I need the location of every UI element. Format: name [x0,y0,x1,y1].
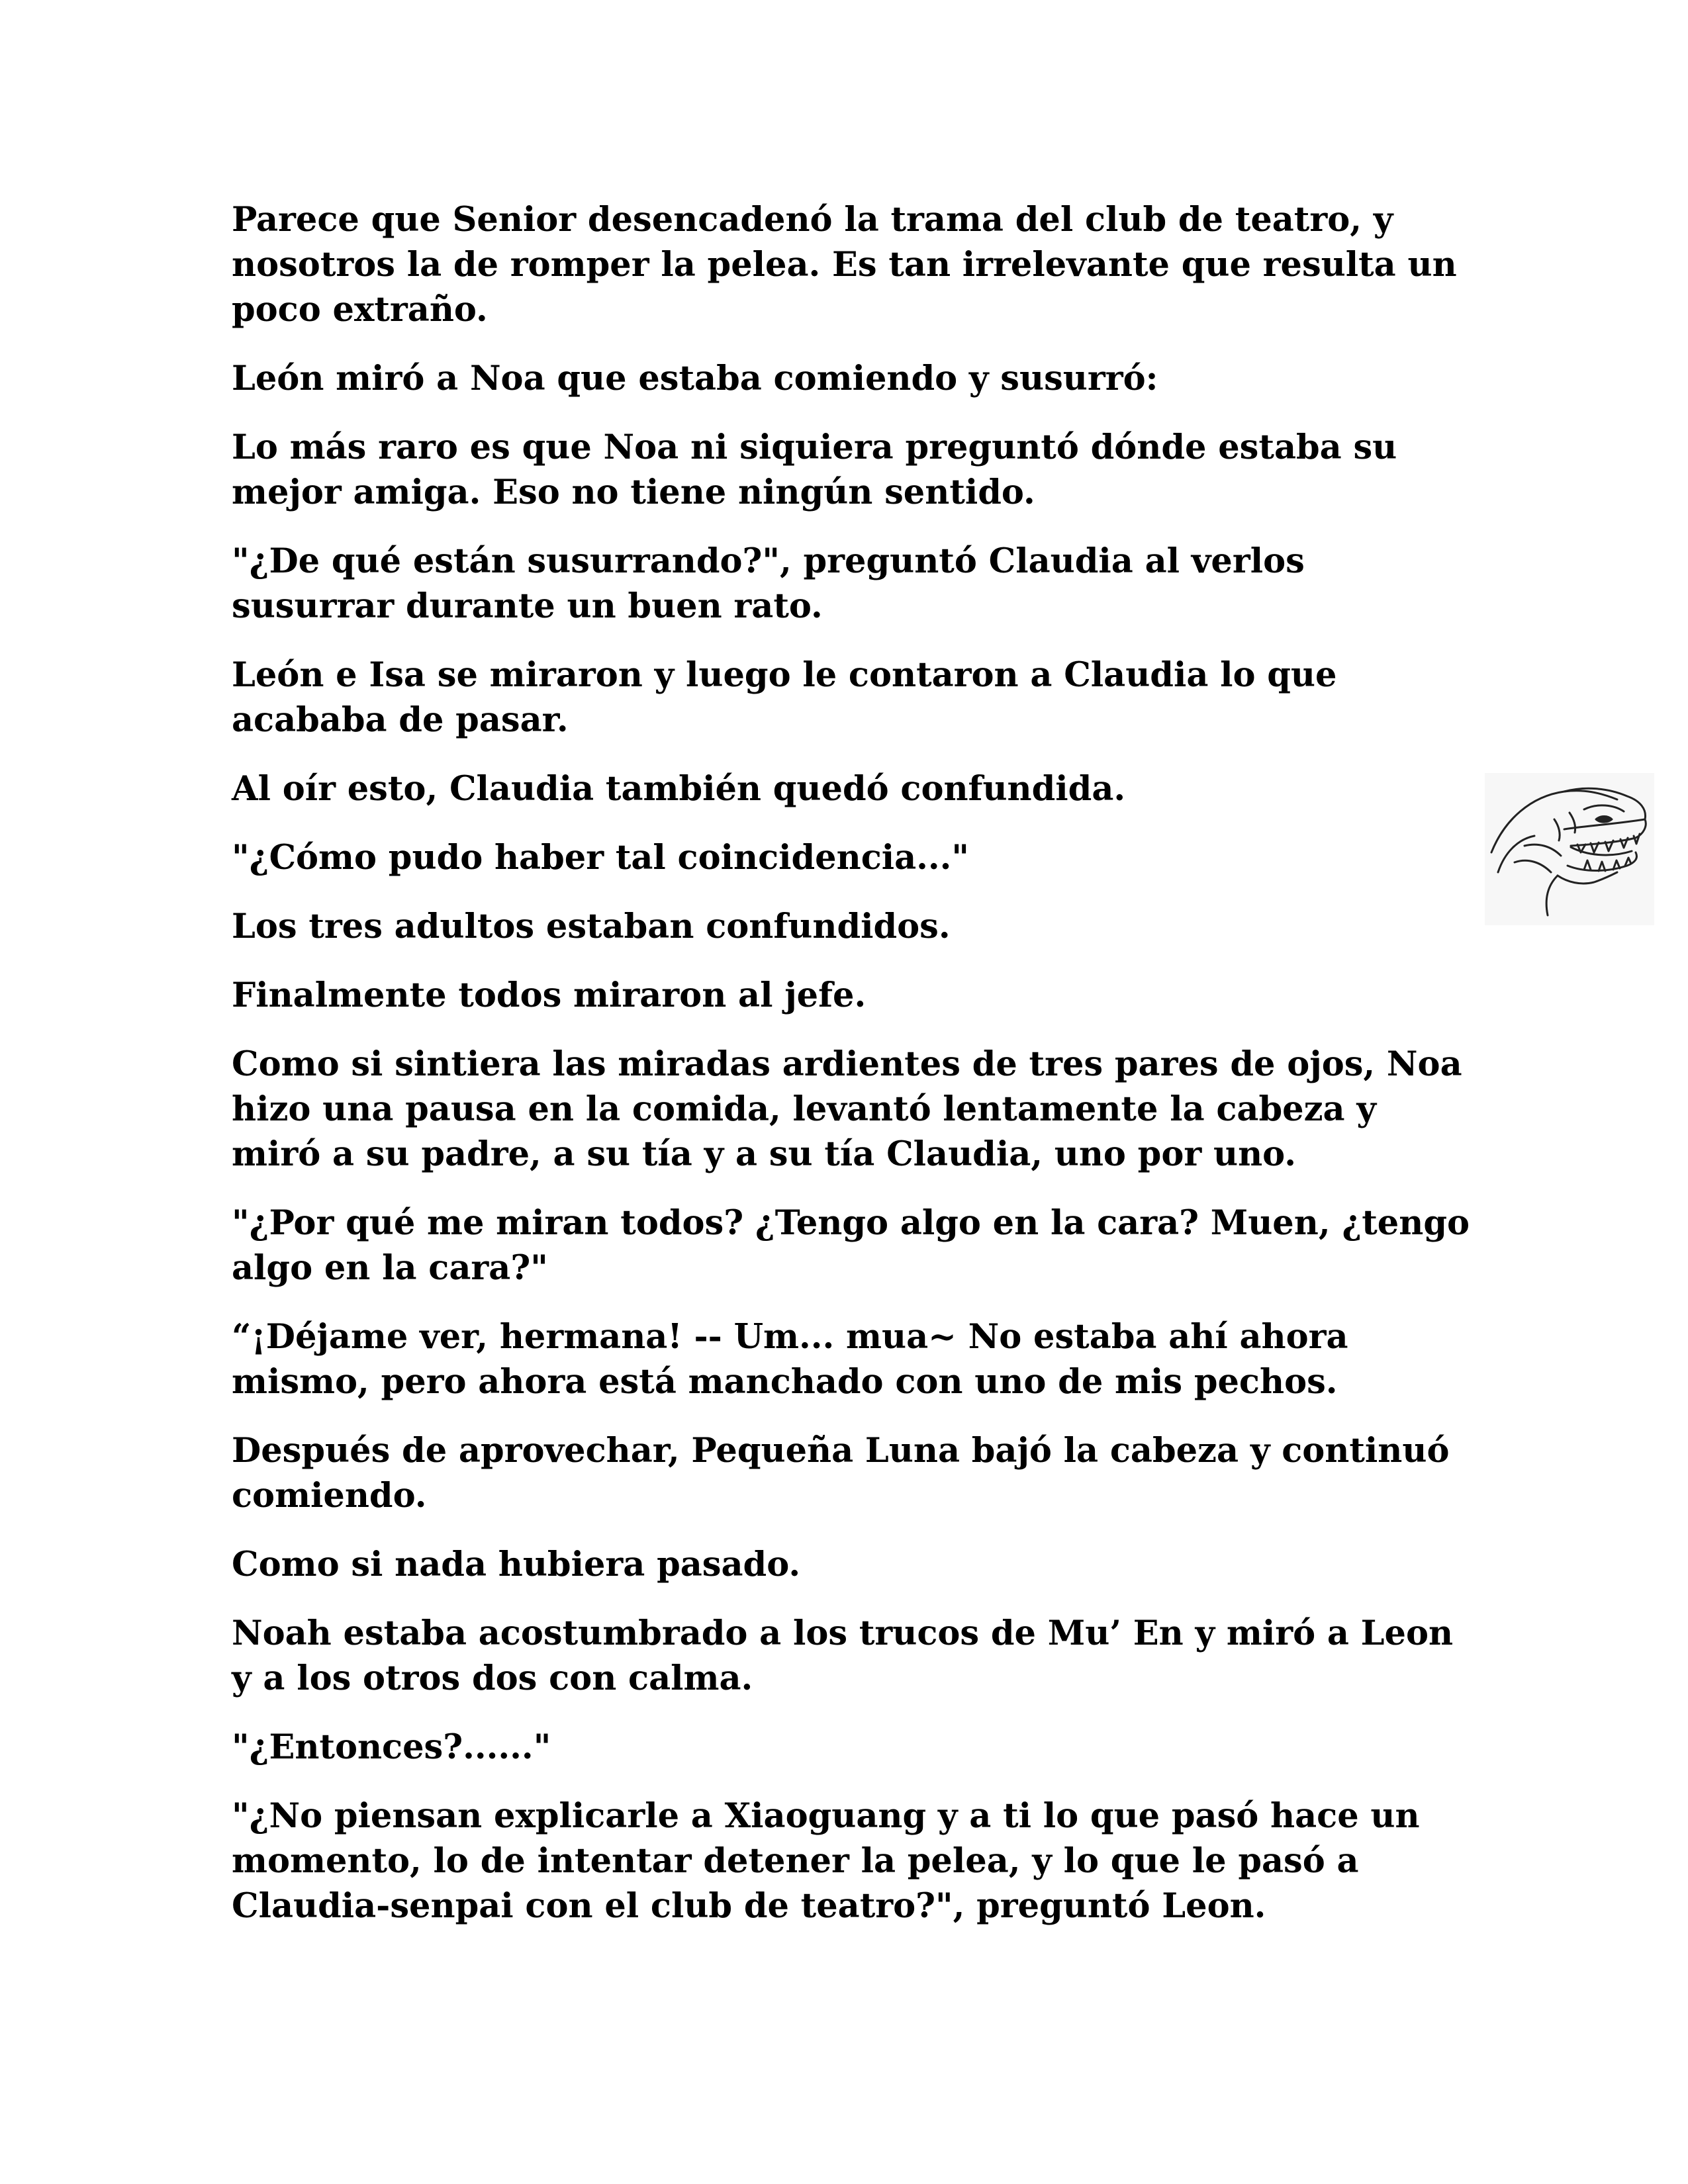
paragraph: Finalmente todos miraron al jefe. [232,976,867,1015]
paragraph: Como si sintiera las miradas ardientes de tres pares de ojos, Noa hizo una pausa en la comida, levantó lentamente la cabeza y miró a su padre, a su tía y a su tía Claudia, uno por uno. [232,1044,1462,1174]
paragraph: Al oír esto, Claudia también quedó confundida. [232,769,1126,809]
paragraph: "¿No piensan explicarle a Xiaoguang y a ti lo que pasó hace un momento, lo de intentar detener la pelea, y lo que le pasó a Claudia-senpai con el club de teatro?", preguntó Leon. [232,1796,1420,1926]
dinosaur-head-icon [1485,773,1654,925]
paragraph: Como si nada hubiera pasado. [232,1545,801,1584]
paragraph: "¿Entonces?......" [232,1727,551,1767]
paragraph: Noah estaba acostumbrado a los trucos de Mu’ En y miró a Leon y a los otros dos con calma. [232,1614,1454,1698]
paragraph: "¿De qué están susurrando?", preguntó Claudia al verlos susurrar durante un buen rato. [232,541,1305,626]
document-body [232,197,1476,1952]
paragraph: "¿Cómo pudo haber tal coincidencia..." [232,838,970,878]
paragraph: Lo más raro es que Noa ni siquiera preguntó dónde estaba su mejor amiga. Eso no tiene ningún sentido. [232,428,1397,512]
paragraph: Después de aprovechar, Pequeña Luna bajó la cabeza y continuó comiendo. [232,1431,1450,1516]
paragraph: Los tres adultos estaban confundidos. [232,907,951,946]
paragraph: “¡Déjame ver, hermana! -- Um... mua~ No estaba ahí ahora mismo, pero ahora está manchado con uno de mis pechos. [232,1317,1348,1402]
paragraph: León e Isa se miraron y luego le contaron a Claudia lo que acababa de pasar. [232,655,1337,740]
paragraph: "¿Por qué me miran todos? ¿Tengo algo en la cara? Muen, ¿tengo algo en la cara?" [232,1203,1470,1288]
paragraph: León miró a Noa que estaba comiendo y susurró: [232,359,1158,398]
paragraph: Parece que Senior desencadenó la trama del club de teatro, y nosotros la de romper la pelea. Es tan irrelevante que resulta un poco extraño. [232,200,1457,330]
